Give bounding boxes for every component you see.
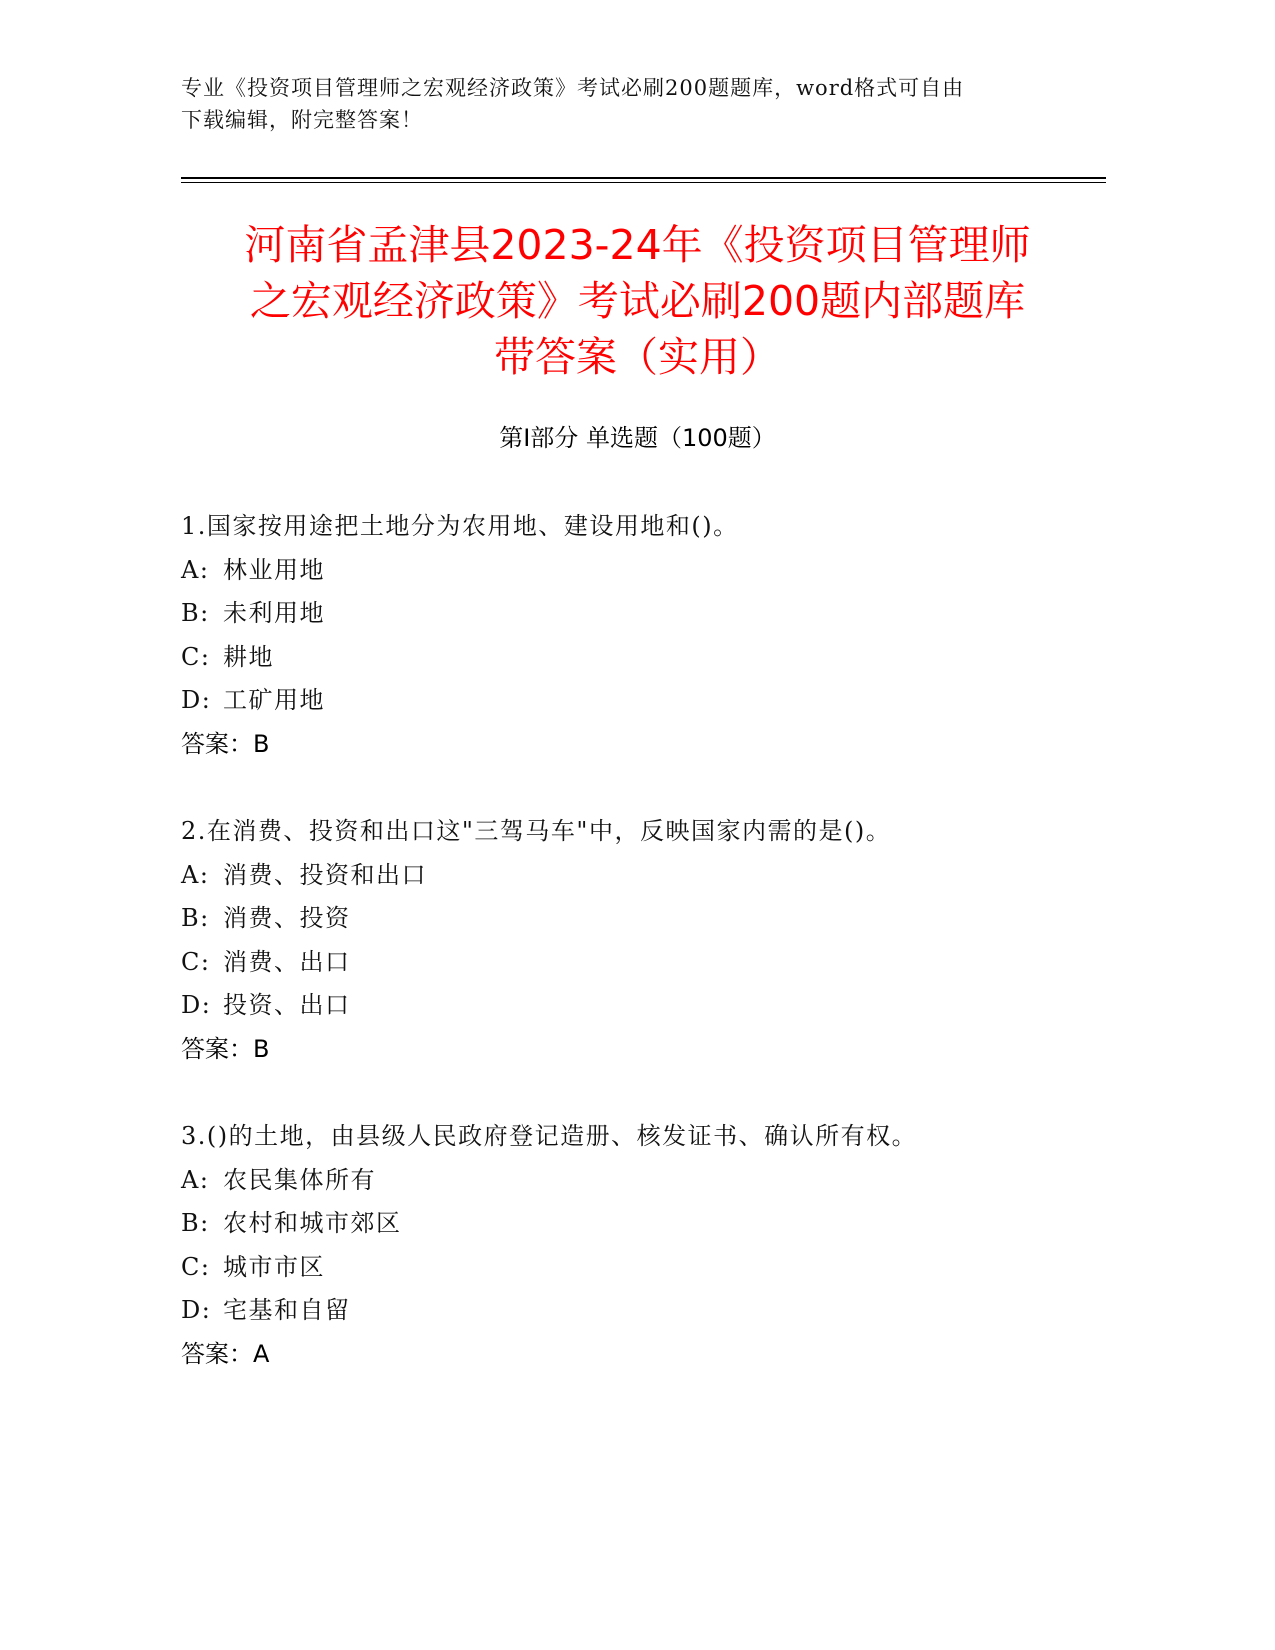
option-text: 宅基和自留 [223, 1296, 351, 1324]
option-text: 林业用地 [223, 555, 325, 584]
option-a [181, 1159, 1081, 1203]
option-letter: B: [181, 1209, 210, 1237]
option-text: 消费、出口 [223, 947, 351, 976]
option-text: 耕地 [223, 642, 274, 671]
option-a [181, 854, 1081, 898]
question-1 [181, 505, 1081, 810]
document-title-line-3: 带答案（实用） [494, 333, 781, 381]
option-text: 城市市区 [223, 1252, 325, 1281]
option-d [181, 679, 1081, 723]
option-c [181, 636, 1081, 680]
section-title: 第Ⅰ部分 单选题（100题） [499, 424, 776, 452]
option-d [181, 984, 1081, 1028]
answer-key: 答案：A [181, 1339, 270, 1368]
option-text: 投资、出口 [223, 991, 351, 1019]
option-letter: B: [181, 599, 210, 627]
question-stem: 2.在消费、投资和出口这"三驾马车"中，反映国家内需的是()。 [181, 817, 892, 845]
option-text: 消费、投资和出口 [223, 860, 427, 889]
option-text: 消费、投资 [223, 904, 351, 932]
question-2 [181, 810, 1081, 1115]
option-letter: C: [181, 947, 211, 976]
option-d [181, 1289, 1081, 1333]
answer-key: 答案：B [181, 1034, 270, 1063]
option-b [181, 897, 1081, 941]
question-stem: 3.()的土地，由县级人民政府登记造册、核发证书、确认所有权。 [181, 1122, 918, 1150]
header-note-line-1: 专业《投资项目管理师之宏观经济政策》考试必刷200题题库，word格式可自由 [181, 76, 965, 100]
option-text: 未利用地 [223, 599, 325, 627]
option-text: 农村和城市郊区 [223, 1209, 402, 1237]
option-letter: B: [181, 904, 210, 932]
document-title-line-2: 之宏观经济政策》考试必刷200题内部题库 [249, 277, 1026, 325]
option-letter: D: [181, 686, 212, 714]
option-c [181, 1246, 1081, 1290]
option-a [181, 549, 1081, 593]
option-text: 农民集体所有 [223, 1165, 376, 1194]
question-stem: 1.国家按用途把土地分为农用地、建设用地和()。 [181, 512, 739, 540]
header-note-line-2: 下载编辑，附完整答案！ [181, 108, 423, 132]
option-letter: A: [181, 555, 210, 584]
option-letter: C: [181, 1252, 211, 1281]
option-letter: A: [181, 860, 210, 889]
question-list [181, 505, 1081, 1420]
document-title-line-1: 河南省孟津县2023-24年《投资项目管理师 [244, 221, 1031, 269]
document-title [160, 217, 1115, 385]
option-letter: A: [181, 1165, 210, 1194]
option-letter: D: [181, 991, 212, 1019]
header-rule-thick [181, 177, 1106, 179]
option-text: 工矿用地 [223, 686, 325, 714]
answer-key: 答案：B [181, 729, 270, 758]
question-3 [181, 1115, 1081, 1420]
option-b [181, 1202, 1081, 1246]
option-letter: D: [181, 1296, 212, 1324]
option-c [181, 941, 1081, 985]
option-letter: C: [181, 642, 211, 671]
option-b [181, 592, 1081, 636]
header-note [181, 72, 1061, 136]
header-rule-thin [181, 182, 1106, 183]
